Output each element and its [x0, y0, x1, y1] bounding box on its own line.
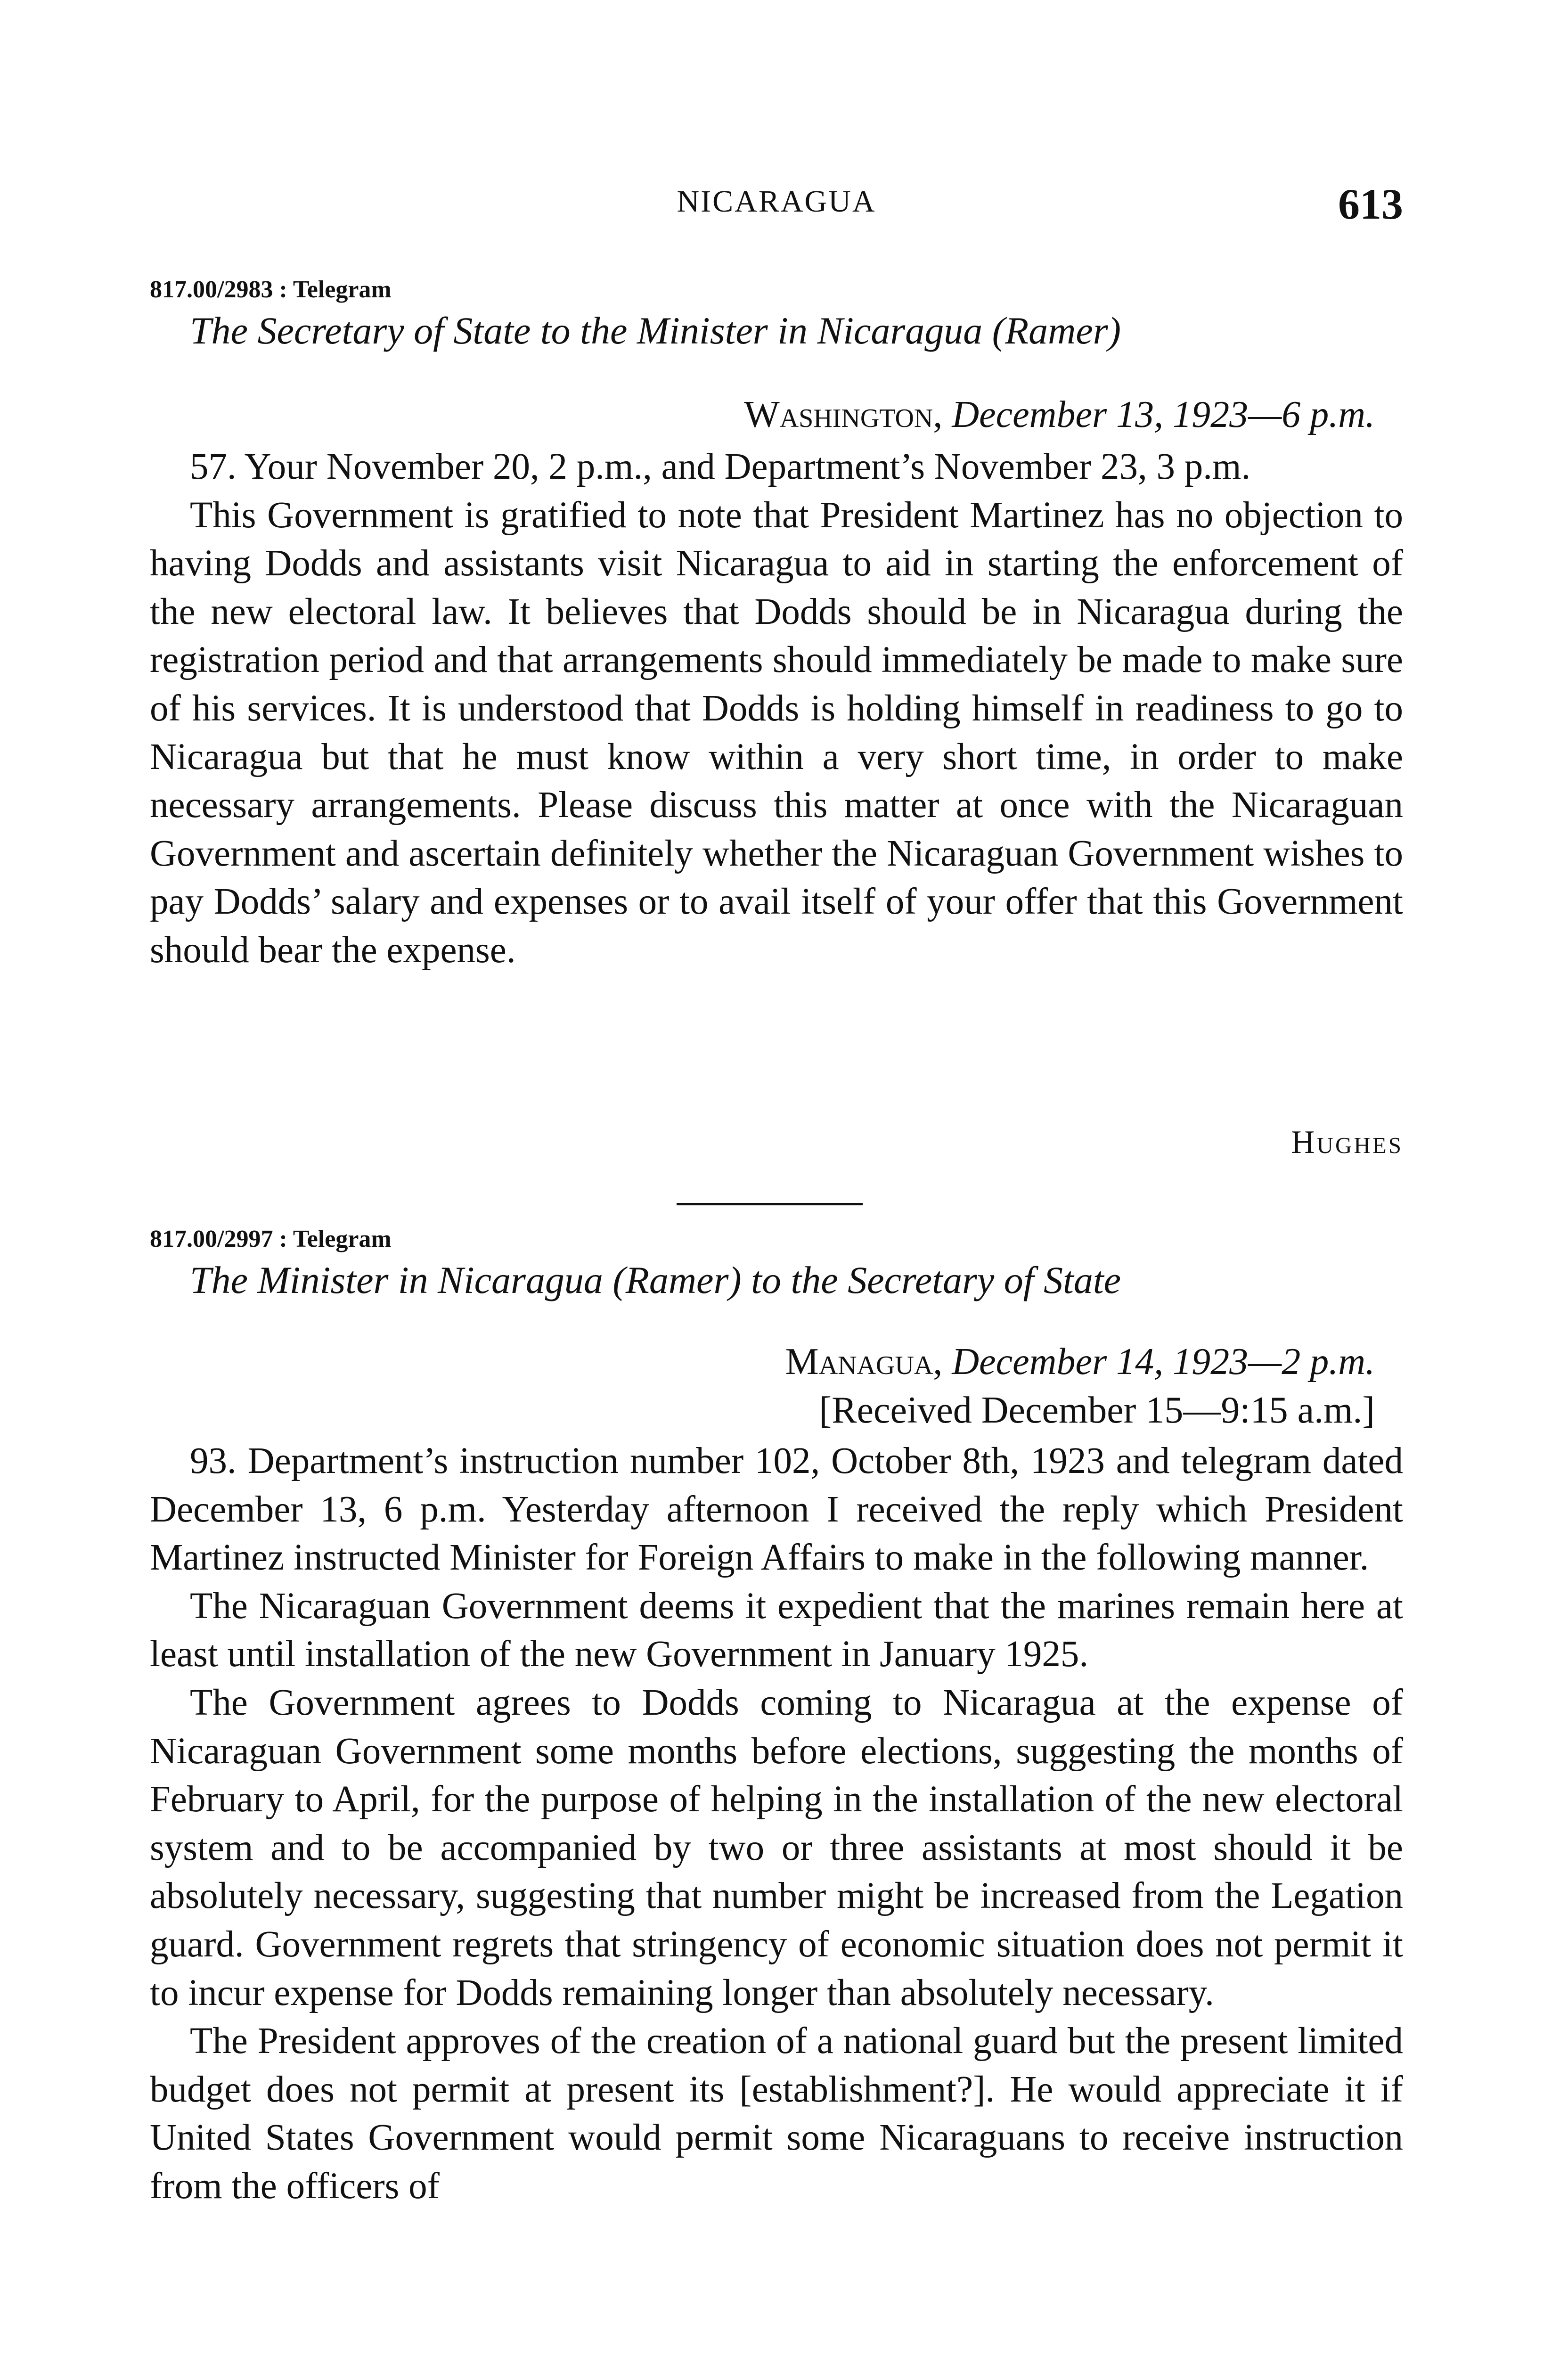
received-note: [Received December 15—9:15 a.m.]	[819, 1390, 1375, 1431]
paragraph: The Nicaraguan Government deems it expedient that the marines remain here at least until installation of the new Government in January 1925.	[150, 1585, 1403, 1675]
file-reference: 817.00/2983 : Telegram	[150, 276, 392, 303]
paragraph: The President approves of the creation of a national guard but the present limited budget does not permit at present its [establishment?]. He would appreciate it if United States Government would permit some Nicaraguans to receive instruction from the officers of	[150, 2021, 1403, 2207]
dateline	[744, 393, 1375, 436]
paragraph: The Government agrees to Dodds coming to Nicaragua at the expense of Nicaraguan Government some months before elections, suggesting the months of February to April, for the purpose of helping in the installation of the new electoral system and to be accompanied by two or three assistants at most should it be absolutely necessary, suggesting that number might be increased from the Legation guard. Government regrets that stringency of economic situation does not permit it to incur expense for Dodds remaining longer than absolutely necessary.	[150, 1682, 1403, 2013]
signature: Hughes	[1291, 1124, 1403, 1161]
dateline-date: December 13, 1923—6 p.m.	[952, 394, 1375, 435]
page-number: 613	[1338, 180, 1403, 228]
running-title: NICARAGUA	[677, 184, 876, 219]
running-header	[150, 179, 1403, 236]
paragraph: This Government is gratified to note that President Martinez has no objection to having Dodds and assistants visit Nicaragua to aid in starting the enforcement of the new electoral law. It believes that Dodds should be in Nicaragua during the registration period and that arrangements should immediately be made to make sure of his services. It is understood that Dodds is holding himself in readiness to go to Nicaragua but that he must know within a very short time, in order to make necessary arrangements. Please discuss this matter at once with the Nicaraguan Government and ascertain definitely whether the Nicaraguan Government wishes to pay Dodds’ salary and expenses or to avail itself of your offer that this Government should bear the expense.	[150, 494, 1403, 971]
paragraph: 57. Your November 20, 2 p.m., and Department’s November 23, 3 p.m.	[190, 446, 1251, 487]
document-title: The Secretary of State to the Minister in Nicaragua (Ramer)	[190, 309, 1121, 352]
section-divider	[677, 1203, 863, 1205]
document-body	[150, 1437, 1403, 2211]
document-page	[150, 0, 1403, 2356]
dateline	[785, 1341, 1375, 1383]
document-body	[150, 443, 1403, 975]
paragraph: 93. Department’s instruction number 102, October 8th, 1923 and telegram dated December 13, 6 p.m. Yesterday afternoon I received the reply which President Martinez instructed Minister for Foreign Affairs to make in the following manner.	[150, 1440, 1403, 1579]
dateline-place: Managua,	[785, 1341, 943, 1383]
file-reference: 817.00/2997 : Telegram	[150, 1226, 392, 1252]
dateline-date: December 14, 1923—2 p.m.	[952, 1341, 1375, 1383]
dateline-place: Washington,	[744, 394, 943, 435]
document-title: The Minister in Nicaragua (Ramer) to the Secretary of State	[190, 1259, 1121, 1301]
